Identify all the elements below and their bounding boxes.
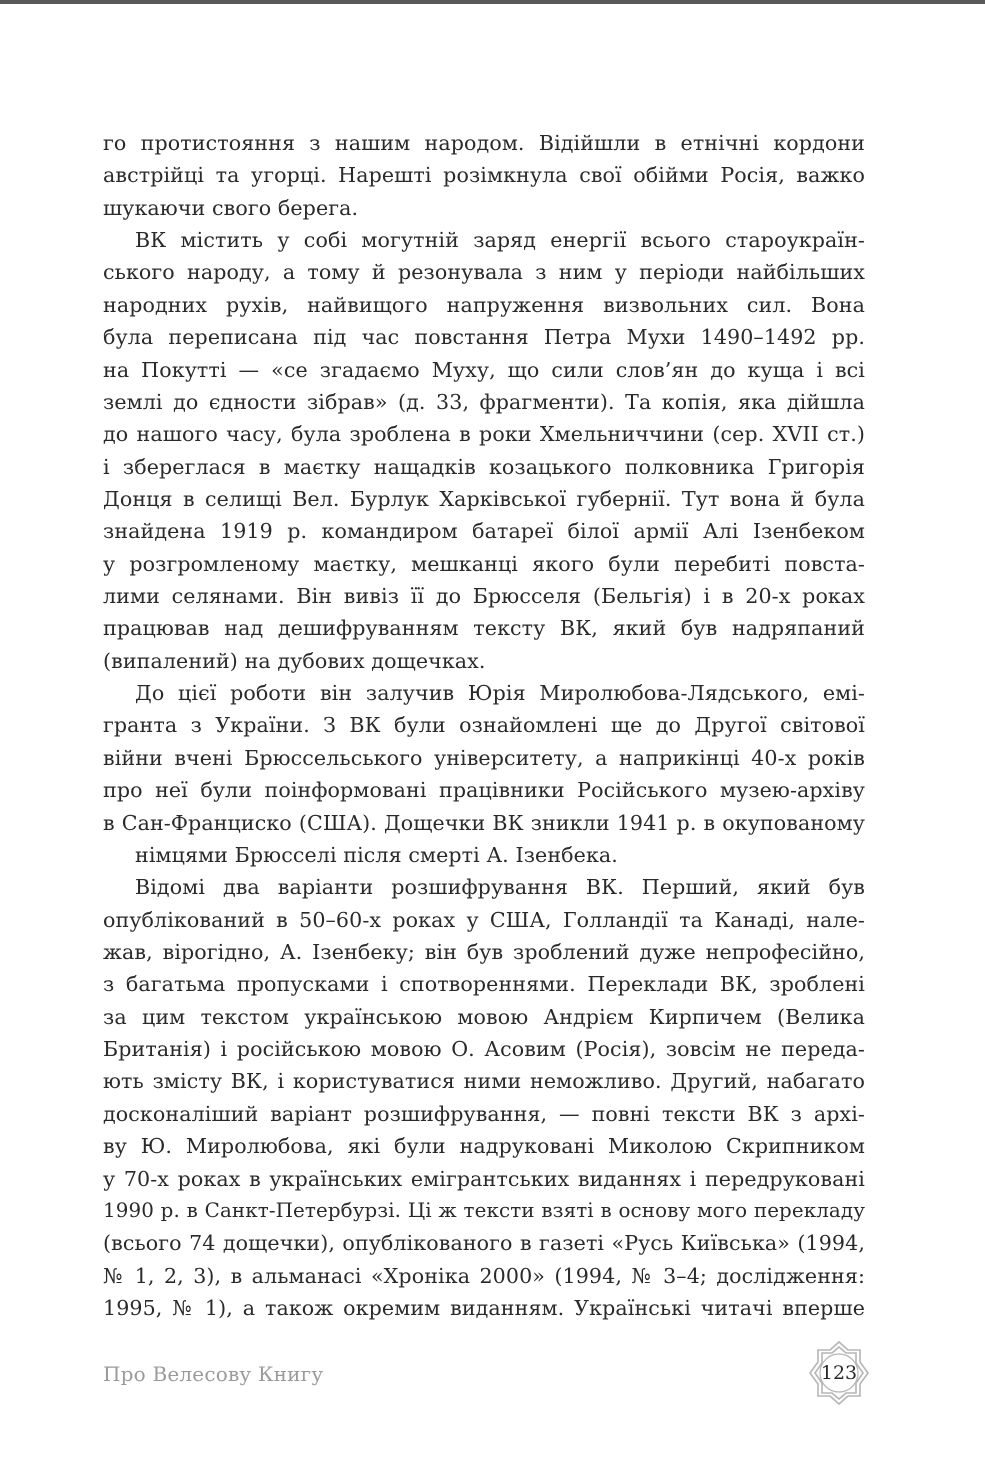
text-line: на Покутті — «се згадаємо Муху, що сили слов’ян до куща і всі bbox=[103, 357, 865, 382]
text-line: землі до єдности зібрав» (д. 33, фрагменти). Та копія, яка дійшла bbox=[103, 389, 865, 414]
text-line: Британія) і російською мовою О. Асовим (Росія), зовсім не переда- bbox=[103, 1037, 865, 1062]
text-line: ву Ю. Миролюбова, які були надруковані Миколою Скрипником bbox=[103, 1134, 865, 1159]
text-line: опублікований в 50–60-х роках у США, Голландії та Канаді, нале- bbox=[103, 907, 865, 932]
text-line: шукаючи свого берега. bbox=[103, 195, 359, 220]
text-line: знайдена 1919 р. командиром батареї білої армії Алі Ізенбеком bbox=[103, 519, 865, 544]
body-text bbox=[103, 127, 865, 1324]
text-line: війни вчені Брюссельського університету, а наприкінці 40-х років bbox=[103, 745, 865, 770]
text-line: ського народу, а тому й резонувала з ним у періоди найбільших bbox=[103, 260, 865, 285]
page-number: 123 bbox=[820, 1362, 858, 1384]
text-line: лими селянами. Він вивіз її до Брюсселя (Бельгія) і в 20-х роках bbox=[103, 584, 865, 609]
text-line: Донця в селищі Вел. Бурлук Харківської губернії. Тут вона й була bbox=[103, 486, 865, 511]
text-line: про неї були поінформовані працівники Російського музею-архіву bbox=[103, 778, 865, 803]
text-line: го протистояння з нашим народом. Відійшли в етнічні кордони bbox=[103, 131, 865, 155]
text-line: у 70-х роках в українських емігрантських виданнях і передруковані bbox=[103, 1166, 865, 1191]
text-line: була переписана під час повстання Петра Мухи 1490–1492 рр. bbox=[103, 325, 865, 350]
paragraph-start-line: До цієї роботи він залучив Юрія Миролюбова-Лядського, емі- bbox=[135, 681, 865, 706]
text-line: у розгромленому маєтку, мешканці якого були перебиті повста- bbox=[103, 551, 865, 576]
text-line: 1995, № 1), а також окремим виданням. Українські читачі вперше bbox=[103, 1295, 865, 1320]
text-line: за цим текстом українською мовою Андрієм Кирпичем (Велика bbox=[103, 1004, 865, 1029]
running-title: Про Велесову Книгу bbox=[103, 1362, 324, 1386]
text-line: 1990 р. в Санкт-Петербурзі. Ці ж тексти взяті в основу мого перекладу bbox=[103, 1198, 865, 1222]
paragraph-start-line: ВК містить у собі могутній заряд енергії всього староукраїн- bbox=[135, 228, 865, 253]
text-line: німцями Брюсселі після смерті А. Ізенбека. bbox=[135, 842, 618, 867]
text-line: австрійці та угорці. Нарешті розімкнула свої обійми Росія, важко bbox=[103, 163, 865, 188]
top-rule bbox=[0, 0, 985, 4]
page-number-badge bbox=[808, 1340, 870, 1406]
text-line: і збереглася в маєтку нащадків козацького полковника Григорія bbox=[103, 454, 865, 479]
paragraph-start-line: Відомі два варіанти розшифрування ВК. Перший, який був bbox=[135, 875, 865, 900]
text-line: ють змісту ВК, і користуватися ними неможливо. Другий, набагато bbox=[103, 1069, 865, 1094]
text-line: (випалений) на дубових дощечках. bbox=[103, 648, 486, 673]
text-line: (всього 74 дощечки), опублікованого в газеті «Русь Київська» (1994, bbox=[103, 1231, 865, 1256]
text-line: з багатьма пропусками і спотвореннями. Переклади ВК, зроблені bbox=[103, 972, 865, 997]
text-line: народних рухів, найвищого напруження визвольних сил. Вона bbox=[103, 292, 865, 317]
text-line: жав, вірогідно, А. Ізенбеку; він був зроблений дуже непрофесійно, bbox=[103, 939, 865, 964]
text-line: № 1, 2, 3), в альманасі «Хроніка 2000» (1994, № 3–4; дослідження: bbox=[103, 1263, 865, 1288]
text-line: до нашого часу, була зроблена в роки Хмельниччини (сер. XVII ст.) bbox=[103, 422, 865, 447]
text-line: досконаліший варіант розшифрування, — повні тексти ВК з архі- bbox=[103, 1101, 865, 1126]
text-line: в Сан-Франциско (США). Дощечки ВК зникли 1941 р. в окупованому bbox=[103, 810, 865, 835]
text-line: працював над дешифруванням тексту ВК, який був надряпаний bbox=[103, 616, 865, 641]
text-line: гранта з України. З ВК були ознайомлені ще до Другої світової bbox=[103, 713, 865, 738]
